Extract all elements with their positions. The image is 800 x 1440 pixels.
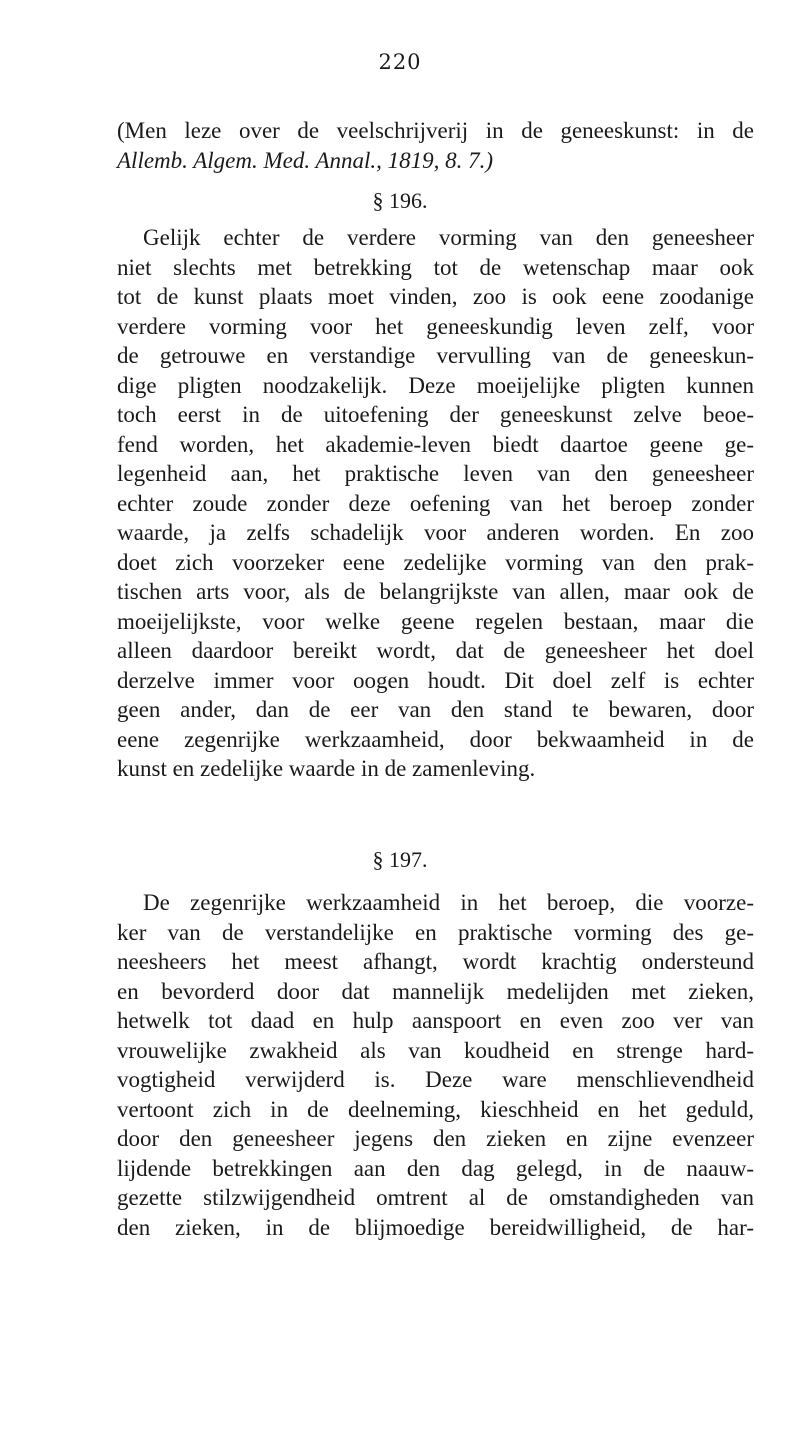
paragraph-line: den zieken, in de blijmoedige bereidwilligheid, de har- [117, 1214, 754, 1240]
paragraph-line: de getrouwe en verstandige vervulling van de geneeskun- [117, 343, 754, 368]
paragraph-line: doet zich voorzeker eene zedelijke vorming van den prak- [117, 549, 754, 575]
paragraph-line: ker van de verstandelijke en praktische vorming des ge- [117, 919, 754, 945]
paragraph-line: gezette stilzwijgendheid omtrent al de omstandigheden van [117, 1185, 754, 1210]
section-196-body [117, 223, 754, 784]
paragraph-line: door den geneesheer jegens den zieken en zijne evenzeer [117, 1126, 754, 1151]
paragraph-line: kunst en zedelijke waarde in de zamenleving. [117, 756, 536, 781]
paragraph-line: tischen arts voor, als de belangrijkste van allen, maar ook de [117, 579, 754, 604]
page-number: 220 [378, 50, 422, 74]
paragraph-line: vrouwelijke zwakheid als van koudheid en strenge hard- [117, 1037, 754, 1063]
note-line: Allemb. Algem. Med. Annal., 1819, 8. 7.) [117, 147, 494, 173]
paragraph-line: legenheid aan, het praktische leven van den geneesheer [117, 461, 754, 486]
paragraph-line: Gelijk echter de verdere vorming van den geneesheer [143, 225, 754, 250]
note-line: (Men leze over de veelschrijverij in de geneeskunst: in de [117, 118, 754, 143]
section-heading-196: § 196. [372, 188, 428, 213]
paragraph-line: waarde, ja zelfs schadelijk voor anderen worden. En zoo [117, 520, 754, 545]
paragraph-line: tot de kunst plaats moet vinden, zoo is ook eene zoodanige [117, 284, 754, 309]
paragraph-line: niet slechts met betrekking tot de wetenschap maar ook [117, 254, 754, 280]
paragraph-line: hetwelk tot daad en hulp aanspoort en even zoo ver van [117, 1008, 754, 1033]
paragraph-line: geen ander, dan de eer van den stand te bewaren, door [117, 697, 754, 722]
paragraph-line: verdere vorming voor het geneeskundig leven zelf, voor [117, 313, 754, 339]
section-heading-197: § 197. [372, 847, 428, 872]
reference-note [117, 116, 754, 175]
paragraph-line: vertoont zich in de deelneming, kieschheid en het geduld, [117, 1096, 754, 1122]
section-197-body [117, 888, 754, 1242]
paragraph-line: eene zegenrijke werkzaamheid, door bekwaamheid in de [117, 726, 754, 752]
paragraph-line: dige pligten noodzakelijk. Deze moeijelijke pligten kunnen [117, 372, 754, 398]
paragraph-line: derzelve immer voor oogen houdt. Dit doel zelf is echter [117, 667, 754, 693]
paragraph-line: neesheers het meest afhangt, wordt krachtig ondersteund [117, 949, 754, 974]
paragraph-line: en bevorderd door dat mannelijk medelijden met zieken, [117, 978, 754, 1004]
paragraph-line: fend worden, het akademie-leven biedt daartoe geene ge- [117, 431, 754, 457]
paragraph-line: alleen daardoor bereikt wordt, dat de geneesheer het doel [117, 638, 754, 663]
paragraph-line: De zegenrijke werkzaamheid in het beroep, die voorze- [143, 890, 754, 915]
paragraph-line: moeijelijkste, voor welke geene regelen bestaan, maar die [117, 608, 754, 634]
paragraph-line: echter zoude zonder deze oefening van het beroep zonder [117, 490, 754, 516]
paragraph-line: lijdende betrekkingen aan den dag gelegd, in de naauw- [117, 1155, 754, 1181]
paragraph-line: vogtigheid verwijderd is. Deze ware menschlievendheid [117, 1067, 754, 1092]
paragraph-line: toch eerst in de uitoefening der geneeskunst zelve beoe- [117, 402, 754, 427]
